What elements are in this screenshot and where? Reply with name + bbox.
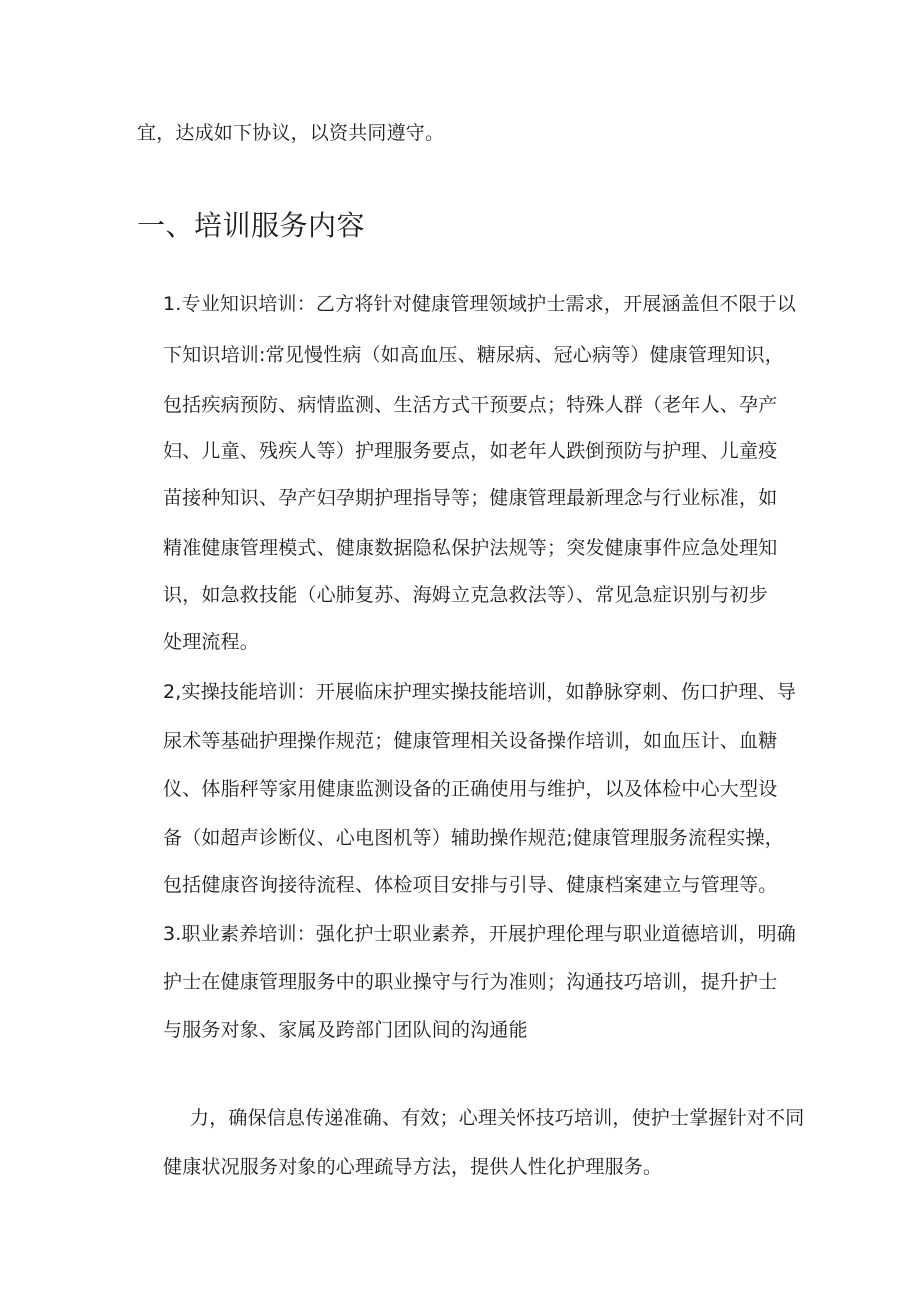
item-2-line-2: 尿术等基础护理操作规范；健康管理相关设备操作培训，如血压计、血糖	[163, 730, 778, 752]
item-3-line-2: 护士在健康管理服务中的职业操守与行为准则；沟通技巧培训，提升护士	[163, 971, 778, 993]
item-2-line-3: 仪、体脂秤等家用健康监测设备的正确使用与维护，以及体检中心大型设	[163, 778, 778, 800]
item-3-line-1: 3.职业素养培训：强化护士职业素养，开展护理伦理与职业道德培训，明确	[163, 923, 796, 945]
item-1-line-7: 识，如急救技能（心肺复苏、海姆立克急救法等）、常见急症识别与初步	[163, 584, 768, 606]
item-1-line-3: 包括疾病预防、病情监测、生活方式干预要点；特殊人群（老年人、孕产	[163, 394, 778, 416]
continuation-line-1: 力，确保信息传递准确、有效；心理关怀技巧培训，使护士掌握针对不同	[190, 1107, 805, 1129]
intro-line: 宜，达成如下协议，以资共同遵守。	[137, 122, 445, 144]
item-1-line-5: 苗接种知识、孕产妇孕期护理指导等；健康管理最新理念与行业标准，如	[163, 487, 778, 509]
item-2-line-1: 2,实操技能培训：开展临床护理实操技能培训，如静脉穿刺、伤口护理、导	[163, 681, 796, 703]
continuation-line-2: 健康状况服务对象的心理疏导方法，提供人性化护理服务。	[163, 1156, 663, 1178]
item-2-line-5: 包括健康咨询接待流程、体检项目安排与引导、健康档案建立与管理等。	[163, 874, 778, 896]
item-1-line-1: 1.专业知识培训：乙方将针对健康管理领域护士需求，开展涵盖但不限于以	[163, 293, 796, 315]
section-heading: 一、培训服务内容	[137, 209, 366, 242]
item-1-line-2: 下知识培训:常见慢性病（如高血压、糖尿病、冠心病等）健康管理知识，	[163, 344, 785, 366]
item-1-line-6: 精准健康管理模式、健康数据隐私保护法规等；突发健康事件应急处理知	[163, 537, 778, 559]
item-2-line-4: 备（如超声诊断仪、心电图机等）辅助操作规范;健康管理服务流程实操，	[163, 827, 785, 849]
item-1-line-8: 处理流程。	[163, 631, 260, 653]
item-1-line-4: 妇、儿童、残疾人等）护理服务要点，如老年人跌倒预防与护理、儿童疫	[163, 440, 778, 462]
item-3-line-3: 与服务对象、家属及跨部门团队间的沟通能	[163, 1019, 528, 1041]
